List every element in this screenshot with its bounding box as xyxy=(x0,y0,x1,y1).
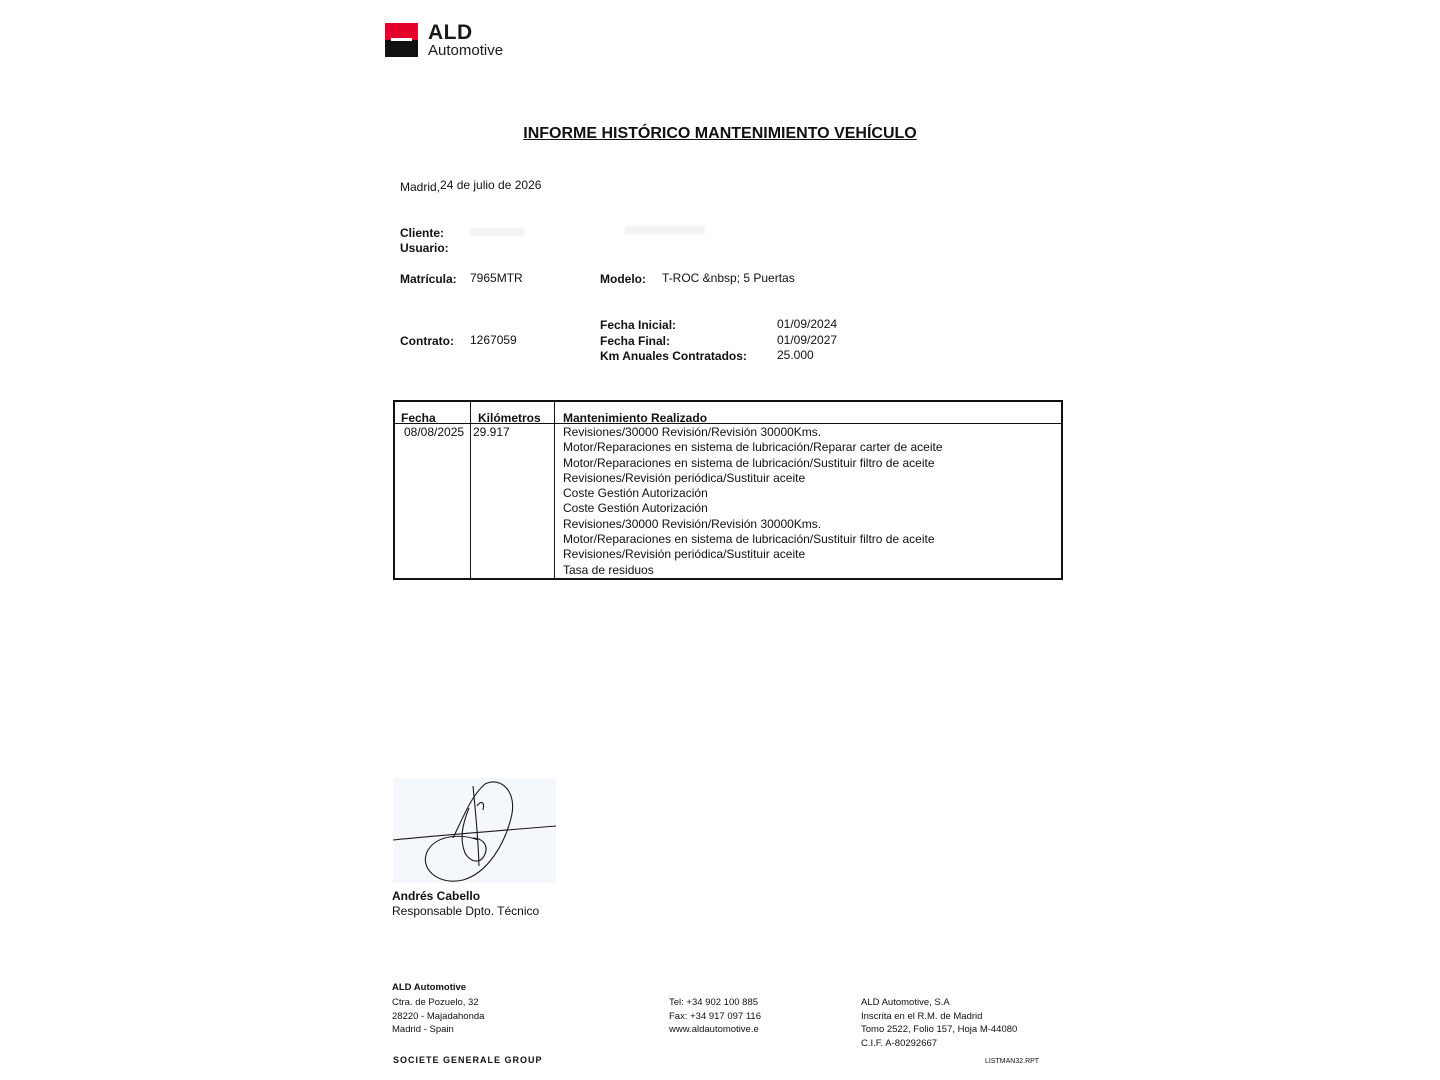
maintenance-item: Motor/Reparaciones en sistema de lubricación/Reparar carter de aceite xyxy=(563,440,943,455)
footer-registry-line: C.I.F. A-80292667 xyxy=(861,1037,938,1049)
value-matricula: 7965MTR xyxy=(470,271,523,285)
footer-contact xyxy=(669,996,761,1037)
table-cell-fecha: 08/08/2025 xyxy=(404,425,465,439)
value-km-anuales: 25.000 xyxy=(777,348,814,362)
date-line xyxy=(400,180,541,194)
maintenance-item: Revisiones/Revisión periódica/Sustituir aceite xyxy=(563,547,806,562)
signature-scribble xyxy=(393,778,556,883)
footer-address-line: Ctra. de Pozuelo, 32 xyxy=(392,997,479,1008)
date-prefix: Madrid, xyxy=(400,180,441,194)
signature-image xyxy=(393,778,556,883)
maintenance-items-list xyxy=(563,425,943,578)
footer-fax: Fax: +34 917 097 116 xyxy=(669,1010,761,1022)
document-title-text: INFORME HISTÓRICO MANTENIMIENTO VEHÍCULO xyxy=(523,125,917,142)
signer-name: Andrés Cabello xyxy=(392,889,481,903)
redacted-client-name xyxy=(470,228,525,236)
table-header-fecha: Fecha xyxy=(401,411,436,425)
footer-address-line: Madrid - Spain xyxy=(392,1024,454,1036)
footer-registry-line: ALD Automotive, S.A xyxy=(861,997,950,1008)
footer-registry-line: Tomo 2522, Folio 157, Hoja M-44080 xyxy=(861,1024,1018,1036)
table-header-mantenimiento: Mantenimiento Realizado xyxy=(563,411,708,425)
value-fecha-inicial: 01/09/2024 xyxy=(777,317,838,331)
ald-logo-mark xyxy=(385,23,418,57)
maintenance-item: Motor/Reparaciones en sistema de lubricación/Sustituir filtro de aceite xyxy=(563,532,935,547)
footer-group-name: SOCIETE GENERALE GROUP xyxy=(393,1055,543,1065)
table-column-divider xyxy=(554,402,555,578)
footer-company: ALD Automotive xyxy=(392,982,467,993)
maintenance-item: Coste Gestión Autorización xyxy=(563,486,708,501)
logo-text-automotive: Automotive xyxy=(428,42,504,59)
maintenance-item: Revisiones/30000 Revisión/Revisión 30000Kms. xyxy=(563,425,822,439)
label-usuario: Usuario: xyxy=(400,241,449,255)
value-modelo: T-ROC &nbsp; 5 Puertas xyxy=(662,271,795,285)
footer-address xyxy=(392,996,484,1037)
label-cliente: Cliente: xyxy=(400,226,445,240)
label-km-anuales: Km Anuales Contratados: xyxy=(600,349,747,363)
footer-registry-line: Inscrita en el R.M. de Madrid xyxy=(861,1010,983,1022)
maintenance-item: Motor/Reparaciones en sistema de lubricación/Sustituir filtro de aceite xyxy=(563,455,935,470)
logo-black-block xyxy=(385,40,418,57)
label-fecha-inicial: Fecha Inicial: xyxy=(600,318,677,332)
value-contrato: 1267059 xyxy=(470,333,517,347)
logo-text-ald: ALD xyxy=(428,21,473,44)
date-value: 24 de julio de 2026 xyxy=(440,178,542,192)
document-title xyxy=(0,125,1440,143)
label-fecha-final: Fecha Final: xyxy=(600,334,671,348)
logo-white-bar xyxy=(391,38,412,41)
table-cell-km: 29.917 xyxy=(473,425,510,439)
maintenance-item: Revisiones/Revisión periódica/Sustituir aceite xyxy=(563,470,806,485)
footer-address-line: 28220 - Majadahonda xyxy=(392,1010,485,1022)
signer-role: Responsable Dpto. Técnico xyxy=(392,904,540,918)
footer-phone: Tel: +34 902 100 885 xyxy=(669,997,759,1008)
label-modelo: Modelo: xyxy=(600,272,646,286)
table-header-kilometros: Kilómetros xyxy=(478,411,541,425)
redacted-client-detail xyxy=(625,226,705,234)
report-code: LISTMAN32.RPT xyxy=(985,1058,1040,1065)
maintenance-item: Coste Gestión Autorización xyxy=(563,501,708,516)
maintenance-table xyxy=(393,400,1063,580)
footer-website: www.aldautomotive.e xyxy=(669,1024,759,1036)
table-column-divider xyxy=(470,402,471,578)
maintenance-item: Revisiones/30000 Revisión/Revisión 30000Kms. xyxy=(563,516,822,531)
label-matricula: Matrícula: xyxy=(400,272,457,286)
label-contrato: Contrato: xyxy=(400,334,454,348)
footer-registry xyxy=(861,996,1017,1050)
value-fecha-final: 01/09/2027 xyxy=(777,333,838,347)
maintenance-item: Tasa de residuos xyxy=(563,562,654,577)
